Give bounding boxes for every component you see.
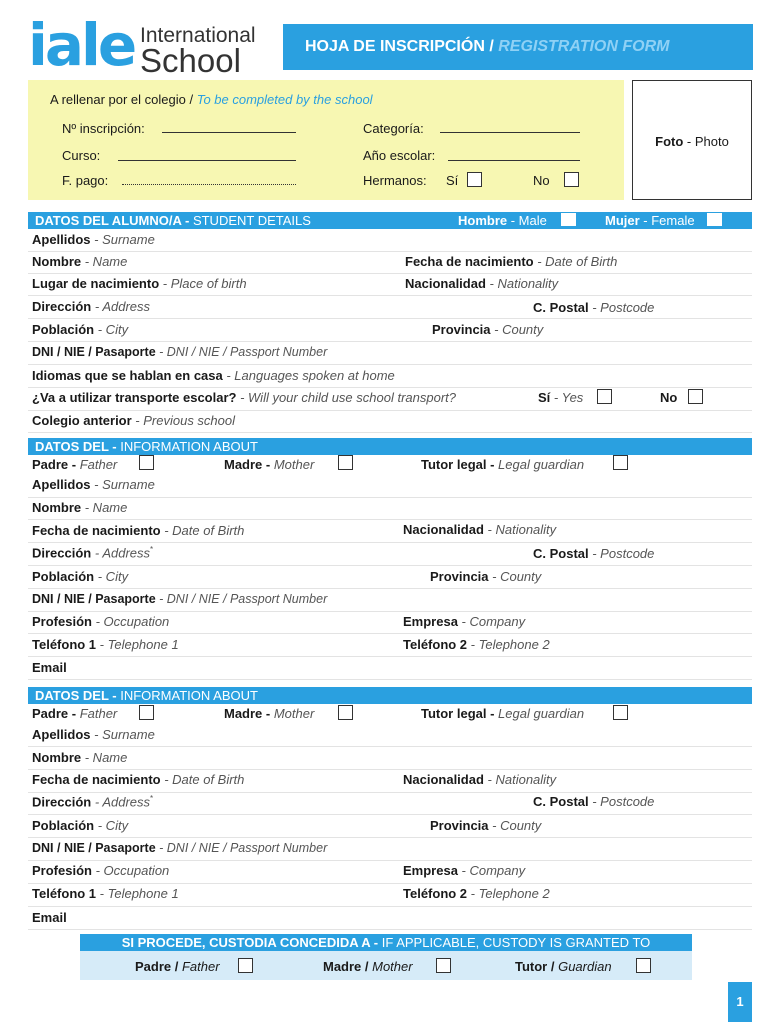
custody-madre-checkbox[interactable] — [436, 958, 451, 973]
fpago-label: F. pago: — [62, 173, 109, 188]
hombre-checkbox[interactable] — [561, 213, 576, 226]
transporte-no-checkbox[interactable] — [688, 389, 703, 404]
parent1-madre-checkbox[interactable] — [338, 455, 353, 470]
categoria-field[interactable] — [440, 132, 580, 133]
student-poblacion-row[interactable] — [28, 320, 752, 342]
school-use-heading-es: A rellenar por el colegio / — [50, 92, 197, 107]
custody-tutor-label: Tutor / Guardian — [515, 959, 612, 974]
parent2-nombre-row[interactable] — [28, 748, 752, 770]
parent1-fecha-nac-label: Fecha de nacimiento - Date of Birth — [32, 523, 245, 538]
parent1-direccion-label: Dirección - Address* — [32, 545, 154, 561]
photo-label — [632, 134, 752, 149]
parent1-tutor-checkbox[interactable] — [613, 455, 628, 470]
student-idiomas-label: Idiomas que se hablan en casa - Languages spoken at home — [32, 368, 395, 383]
ano-escolar-label: Año escolar: — [363, 148, 436, 163]
school-use-heading-en: To be completed by the school — [196, 92, 373, 107]
parent1-profesion-label: Profesión - Occupation — [32, 614, 170, 629]
parent1-poblacion-row[interactable] — [28, 567, 752, 589]
parent1-email-label: Email — [32, 660, 67, 675]
parent1-dni-label: DNI / NIE / Pasaporte - DNI / NIE / Passport Number — [32, 592, 328, 606]
parent2-tel2-label: Teléfono 2 - Telephone 2 — [403, 886, 550, 901]
parent1-nombre-label: Nombre - Name — [32, 500, 128, 515]
title-en: REGISTRATION FORM — [498, 38, 670, 55]
parent2-section-header — [28, 687, 752, 704]
mujer-es: Mujer — [605, 213, 640, 228]
mujer-checkbox[interactable] — [707, 213, 722, 226]
title-sep: / — [484, 38, 499, 55]
parent1-apellidos-label: Apellidos - Surname — [32, 477, 155, 492]
parent1-header-en: INFORMATION ABOUT — [120, 439, 258, 454]
parent1-header-es: DATOS DEL - — [35, 439, 121, 454]
parent2-email-row[interactable] — [28, 908, 752, 930]
school-use-heading — [50, 92, 373, 107]
hermanos-si-label: Sí — [446, 173, 459, 188]
custody-madre-label: Madre / Mother — [323, 959, 413, 974]
custody-tutor-checkbox[interactable] — [636, 958, 651, 973]
student-fecha-nac-label: Fecha de nacimiento - Date of Birth — [405, 254, 618, 269]
parent1-section-header — [28, 438, 752, 455]
transporte-no-label: No — [660, 390, 678, 405]
parent2-direccion-label: Dirección - Address* — [32, 794, 154, 810]
title-es: HOJA DE INSCRIPCIÓN — [305, 38, 485, 55]
parent2-profesion-label: Profesión - Occupation — [32, 863, 170, 878]
student-dni-label: DNI / NIE / Pasaporte - DNI / NIE / Passport Number — [32, 345, 328, 359]
fpago-field[interactable] — [122, 184, 296, 185]
parent2-padre-label: Padre - Father — [32, 706, 118, 721]
hermanos-no-checkbox[interactable] — [564, 172, 579, 187]
student-transporte-label: ¿Va a utilizar transporte escolar? - Will your child use school transport? — [32, 390, 456, 405]
student-nacionalidad-label: Nacionalidad - Nationality — [405, 276, 559, 291]
student-nombre-label: Nombre - Name — [32, 254, 128, 269]
ano-escolar-field[interactable] — [448, 160, 580, 161]
student-cpostal-label: C. Postal - Postcode — [533, 300, 655, 315]
parent2-cpostal-label: C. Postal - Postcode — [533, 794, 655, 809]
parent1-madre-label: Madre - Mother — [224, 457, 315, 472]
parent1-padre-checkbox[interactable] — [139, 455, 154, 470]
hombre-es: Hombre — [458, 213, 508, 228]
parent1-poblacion-label: Población - City — [32, 569, 129, 584]
hermanos-si-checkbox[interactable] — [467, 172, 482, 187]
student-lugar-nac-label: Lugar de nacimiento - Place of birth — [32, 276, 247, 291]
logo-iale: iale — [28, 11, 135, 79]
student-header-es: DATOS DEL ALUMNO/A - — [35, 213, 193, 228]
parent2-tutor-checkbox[interactable] — [613, 705, 628, 720]
parent1-padre-label: Padre - Father — [32, 457, 118, 472]
parent2-poblacion-label: Población - City — [32, 818, 129, 833]
student-poblacion-label: Población - City — [32, 322, 129, 337]
custody-header — [80, 934, 692, 951]
hermanos-label: Hermanos: — [363, 173, 427, 188]
mujer-en: - Female — [639, 213, 695, 228]
parent2-tel1-label: Teléfono 1 - Telephone 1 — [32, 886, 179, 901]
num-inscripcion-label: Nº inscripción: — [62, 121, 145, 136]
hermanos-no-label: No — [533, 173, 550, 188]
parent2-tutor-label: Tutor legal - Legal guardian — [421, 706, 585, 721]
logo-international: International — [140, 24, 256, 47]
custody-padre-label: Padre / Father — [135, 959, 220, 974]
mujer-label — [605, 213, 695, 228]
parent1-tel2-label: Teléfono 2 - Telephone 2 — [403, 637, 550, 652]
parent2-padre-checkbox[interactable] — [139, 705, 154, 720]
parent1-tutor-label: Tutor legal - Legal guardian — [421, 457, 585, 472]
parent2-header-en: INFORMATION ABOUT — [120, 688, 258, 703]
parent2-dni-label: DNI / NIE / Pasaporte - DNI / NIE / Passport Number — [32, 841, 328, 855]
student-nombre-row[interactable] — [28, 252, 752, 274]
parent2-nombre-label: Nombre - Name — [32, 750, 128, 765]
parent1-provincia-label: Provincia - County — [430, 569, 542, 584]
parent2-poblacion-row[interactable] — [28, 816, 752, 838]
page-number: 1 — [728, 982, 752, 1022]
student-direccion-label: Dirección - Address — [32, 299, 151, 314]
parent2-nacionalidad-label: Nacionalidad - Nationality — [403, 772, 557, 787]
custody-header-en: IF APPLICABLE, CUSTODY IS GRANTED TO — [381, 935, 651, 950]
parent1-email-row[interactable] — [28, 658, 752, 680]
photo-label-es: Foto — [655, 134, 684, 149]
transporte-si-label: Sí - Yes — [538, 390, 584, 405]
parent1-cpostal-label: C. Postal - Postcode — [533, 546, 655, 561]
parent1-nacionalidad-label: Nacionalidad - Nationality — [403, 522, 557, 537]
parent1-tel1-label: Teléfono 1 - Telephone 1 — [32, 637, 179, 652]
student-provincia-label: Provincia - County — [432, 322, 544, 337]
parent2-header-es: DATOS DEL - — [35, 688, 121, 703]
parent2-provincia-label: Provincia - County — [430, 818, 542, 833]
parent2-email-label: Email — [32, 910, 67, 925]
student-header-en: STUDENT DETAILS — [192, 213, 311, 228]
hombre-en: - Male — [507, 213, 547, 228]
logo-school: School — [140, 42, 241, 79]
hombre-label — [458, 213, 547, 228]
parent2-fecha-nac-label: Fecha de nacimiento - Date of Birth — [32, 772, 245, 787]
parent2-madre-checkbox[interactable] — [338, 705, 353, 720]
parent1-empresa-label: Empresa - Company — [403, 614, 526, 629]
photo-label-en: - Photo — [683, 134, 729, 149]
curso-label: Curso: — [62, 148, 101, 163]
custody-header-es: SI PROCEDE, CUSTODIA CONCEDIDA A - — [121, 935, 382, 950]
student-colegio-label: Colegio anterior - Previous school — [32, 413, 236, 428]
curso-field[interactable] — [118, 160, 296, 161]
parent2-madre-label: Madre - Mother — [224, 706, 315, 721]
transporte-si-checkbox[interactable] — [597, 389, 612, 404]
num-inscripcion-field[interactable] — [162, 132, 296, 133]
custody-padre-checkbox[interactable] — [238, 958, 253, 973]
categoria-label: Categoría: — [363, 121, 424, 136]
parent2-empresa-label: Empresa - Company — [403, 863, 526, 878]
student-apellidos-label: Apellidos - Surname — [32, 232, 155, 247]
form-title — [283, 24, 753, 70]
parent2-apellidos-label: Apellidos - Surname — [32, 727, 155, 742]
parent1-nombre-row[interactable] — [28, 498, 752, 520]
